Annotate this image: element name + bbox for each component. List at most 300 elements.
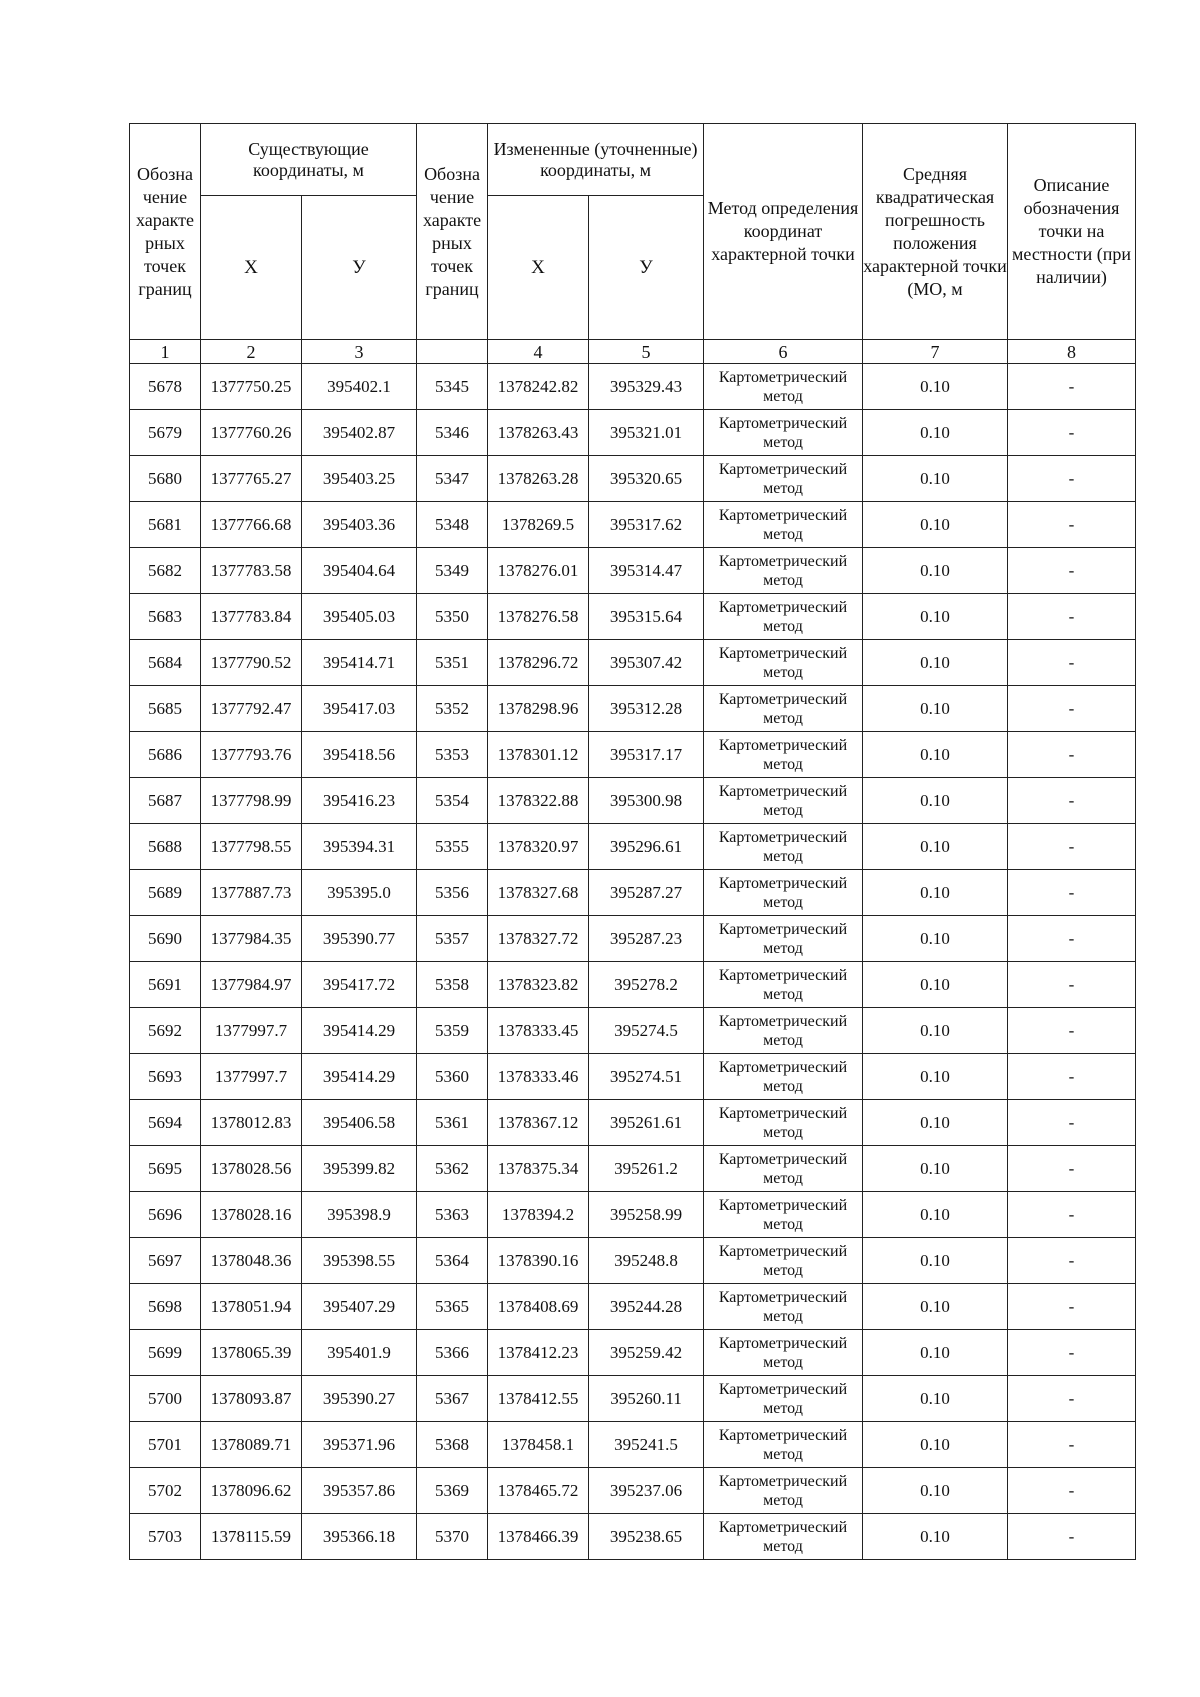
changed-point-id-cell: 5366 <box>417 1330 488 1376</box>
existing-y-cell: 395418.56 <box>302 732 417 778</box>
method-cell <box>704 1284 863 1330</box>
table-row <box>130 502 1136 548</box>
changed-point-id-cell: 5361 <box>417 1100 488 1146</box>
changed-y-cell: 395241.5 <box>589 1422 704 1468</box>
accuracy-cell: 0.10 <box>863 686 1008 732</box>
method-line-2: метод <box>763 571 803 589</box>
method-line-1: Картометрический <box>718 506 848 524</box>
existing-x-cell: 1377887.73 <box>201 870 302 916</box>
method-line-1: Картометрический <box>718 1472 848 1490</box>
changed-point-id-cell: 5370 <box>417 1514 488 1560</box>
method-line-2: метод <box>763 1537 803 1555</box>
method-line-1: Картометрический <box>718 1012 848 1030</box>
method-line-1: Картометрический <box>718 1058 848 1076</box>
changed-y-cell: 395261.61 <box>589 1100 704 1146</box>
column-number: 6 <box>704 340 863 364</box>
description-cell: - <box>1008 1284 1136 1330</box>
changed-point-id-cell: 5349 <box>417 548 488 594</box>
method-line-2: метод <box>763 1169 803 1187</box>
changed-x-cell: 1378412.23 <box>488 1330 589 1376</box>
existing-x-cell: 1377750.25 <box>201 364 302 410</box>
accuracy-cell: 0.10 <box>863 1330 1008 1376</box>
method-line-1: Картометрический <box>718 690 848 708</box>
method-line-1: Картометрический <box>718 1518 848 1536</box>
description-cell: - <box>1008 1054 1136 1100</box>
existing-y-cell: 395404.64 <box>302 548 417 594</box>
table-row <box>130 916 1136 962</box>
existing-y-cell: 395399.82 <box>302 1146 417 1192</box>
method-line-2: метод <box>763 663 803 681</box>
existing-x-cell: 1377766.68 <box>201 502 302 548</box>
method-line-2: метод <box>763 617 803 635</box>
changed-x-cell: 1378375.34 <box>488 1146 589 1192</box>
existing-x-cell: 1377783.84 <box>201 594 302 640</box>
accuracy-cell: 0.10 <box>863 1054 1008 1100</box>
method-line-2: метод <box>763 1399 803 1417</box>
method-line-2: метод <box>763 893 803 911</box>
accuracy-cell: 0.10 <box>863 1376 1008 1422</box>
accuracy-cell: 0.10 <box>863 1422 1008 1468</box>
description-cell: - <box>1008 548 1136 594</box>
description-cell: - <box>1008 1422 1136 1468</box>
method-line-2: метод <box>763 1491 803 1509</box>
changed-point-id-cell: 5359 <box>417 1008 488 1054</box>
description-cell: - <box>1008 594 1136 640</box>
method-line-2: метод <box>763 847 803 865</box>
existing-y-cell: 395357.86 <box>302 1468 417 1514</box>
changed-x-cell: 1378465.72 <box>488 1468 589 1514</box>
changed-x-cell: 1378466.39 <box>488 1514 589 1560</box>
existing-x-cell: 1377790.52 <box>201 640 302 686</box>
method-cell <box>704 594 863 640</box>
table-row <box>130 1376 1136 1422</box>
method-line-1: Картометрический <box>718 368 848 386</box>
description-cell: - <box>1008 1330 1136 1376</box>
method-line-1: Картометрический <box>718 552 848 570</box>
changed-y-cell: 395261.2 <box>589 1146 704 1192</box>
method-cell <box>704 1514 863 1560</box>
table-row <box>130 824 1136 870</box>
description-cell: - <box>1008 410 1136 456</box>
column-number: 5 <box>589 340 704 364</box>
changed-y-cell: 395259.42 <box>589 1330 704 1376</box>
changed-x-cell: 1378408.69 <box>488 1284 589 1330</box>
accuracy-cell: 0.10 <box>863 502 1008 548</box>
existing-x-cell: 1377798.55 <box>201 824 302 870</box>
existing-y-cell: 395403.25 <box>302 456 417 502</box>
accuracy-cell: 0.10 <box>863 1284 1008 1330</box>
column-number: 1 <box>130 340 201 364</box>
method-line-2: метод <box>763 1307 803 1325</box>
method-cell <box>704 870 863 916</box>
existing-point-id-cell: 5686 <box>130 732 201 778</box>
changed-y-cell: 395320.65 <box>589 456 704 502</box>
existing-x-cell: 1378093.87 <box>201 1376 302 1422</box>
changed-point-id-cell: 5351 <box>417 640 488 686</box>
method-line-1: Картометрический <box>718 920 848 938</box>
existing-point-id-cell: 5703 <box>130 1514 201 1560</box>
existing-y-cell: 395371.96 <box>302 1422 417 1468</box>
description-cell: - <box>1008 1192 1136 1238</box>
existing-point-id-cell: 5691 <box>130 962 201 1008</box>
table-row <box>130 1008 1136 1054</box>
table-row <box>130 594 1136 640</box>
coordinates-table <box>129 123 1136 1560</box>
accuracy-cell: 0.10 <box>863 410 1008 456</box>
method-cell <box>704 1238 863 1284</box>
method-line-2: метод <box>763 939 803 957</box>
existing-point-id-cell: 5692 <box>130 1008 201 1054</box>
description-cell: - <box>1008 962 1136 1008</box>
description-cell: - <box>1008 1238 1136 1284</box>
existing-x-cell: 1378096.62 <box>201 1468 302 1514</box>
accuracy-cell: 0.10 <box>863 1514 1008 1560</box>
method-cell <box>704 1100 863 1146</box>
table-row <box>130 1514 1136 1560</box>
method-line-2: метод <box>763 985 803 1003</box>
accuracy-cell: 0.10 <box>863 1008 1008 1054</box>
changed-point-id-cell: 5345 <box>417 364 488 410</box>
changed-y-cell: 395238.65 <box>589 1514 704 1560</box>
table-row <box>130 456 1136 502</box>
changed-point-id-cell: 5362 <box>417 1146 488 1192</box>
method-line-2: метод <box>763 433 803 451</box>
accuracy-cell: 0.10 <box>863 456 1008 502</box>
existing-point-id-cell: 5700 <box>130 1376 201 1422</box>
accuracy-cell: 0.10 <box>863 962 1008 1008</box>
changed-point-id-cell: 5352 <box>417 686 488 732</box>
accuracy-cell: 0.10 <box>863 548 1008 594</box>
description-cell: - <box>1008 1468 1136 1514</box>
method-line-1: Картометрический <box>718 782 848 800</box>
existing-x-cell: 1378028.16 <box>201 1192 302 1238</box>
existing-point-id-cell: 5687 <box>130 778 201 824</box>
table-row <box>130 1192 1136 1238</box>
description-cell: - <box>1008 778 1136 824</box>
changed-x-cell: 1378263.43 <box>488 410 589 456</box>
method-line-2: метод <box>763 755 803 773</box>
description-cell: - <box>1008 824 1136 870</box>
method-line-1: Картометрический <box>718 1104 848 1122</box>
existing-point-id-cell: 5678 <box>130 364 201 410</box>
existing-y-cell: 395406.58 <box>302 1100 417 1146</box>
accuracy-cell: 0.10 <box>863 870 1008 916</box>
existing-point-id-cell: 5688 <box>130 824 201 870</box>
description-cell: - <box>1008 916 1136 962</box>
method-cell <box>704 778 863 824</box>
method-line-1: Картометрический <box>718 414 848 432</box>
existing-point-id-cell: 5696 <box>130 1192 201 1238</box>
existing-y-cell: 395405.03 <box>302 594 417 640</box>
changed-y-cell: 395248.8 <box>589 1238 704 1284</box>
changed-y-cell: 395315.64 <box>589 594 704 640</box>
table-row <box>130 364 1136 410</box>
existing-x-cell: 1378065.39 <box>201 1330 302 1376</box>
changed-y-cell: 395307.42 <box>589 640 704 686</box>
accuracy-cell: 0.10 <box>863 594 1008 640</box>
accuracy-cell: 0.10 <box>863 916 1008 962</box>
changed-point-id-cell: 5368 <box>417 1422 488 1468</box>
method-cell <box>704 1054 863 1100</box>
method-cell <box>704 456 863 502</box>
existing-y-cell: 395416.23 <box>302 778 417 824</box>
changed-x-cell: 1378296.72 <box>488 640 589 686</box>
existing-point-id-cell: 5685 <box>130 686 201 732</box>
method-cell <box>704 502 863 548</box>
existing-point-id-cell: 5690 <box>130 916 201 962</box>
table-row <box>130 870 1136 916</box>
changed-x-cell: 1378263.28 <box>488 456 589 502</box>
changed-y-cell: 395287.23 <box>589 916 704 962</box>
existing-x-cell: 1377997.7 <box>201 1008 302 1054</box>
changed-x-cell: 1378327.72 <box>488 916 589 962</box>
existing-x-cell: 1378115.59 <box>201 1514 302 1560</box>
column-number <box>417 340 488 364</box>
existing-point-id-cell: 5679 <box>130 410 201 456</box>
method-cell <box>704 916 863 962</box>
method-line-2: метод <box>763 1445 803 1463</box>
changed-x-cell: 1378322.88 <box>488 778 589 824</box>
accuracy-cell: 0.10 <box>863 824 1008 870</box>
changed-point-id-cell: 5360 <box>417 1054 488 1100</box>
existing-point-id-cell: 5697 <box>130 1238 201 1284</box>
method-line-2: метод <box>763 801 803 819</box>
method-line-1: Картометрический <box>718 1380 848 1398</box>
existing-x-cell: 1378089.71 <box>201 1422 302 1468</box>
header-description: Описание обозначения точки на местности (при наличии) <box>1008 124 1136 340</box>
table-row <box>130 1422 1136 1468</box>
existing-x-cell: 1377984.97 <box>201 962 302 1008</box>
description-cell: - <box>1008 1146 1136 1192</box>
method-line-1: Картометрический <box>718 828 848 846</box>
accuracy-cell: 0.10 <box>863 1468 1008 1514</box>
method-line-1: Картометрический <box>718 460 848 478</box>
method-line-2: метод <box>763 1123 803 1141</box>
changed-x-cell: 1378333.45 <box>488 1008 589 1054</box>
table-row <box>130 1468 1136 1514</box>
method-cell <box>704 1468 863 1514</box>
existing-y-cell: 395414.29 <box>302 1008 417 1054</box>
header-changed-coordinates: Измененные (уточненные) координаты, м <box>488 124 704 196</box>
existing-point-id-cell: 5680 <box>130 456 201 502</box>
method-cell <box>704 1330 863 1376</box>
table-body <box>130 364 1136 1560</box>
changed-point-id-cell: 5353 <box>417 732 488 778</box>
changed-point-id-cell: 5346 <box>417 410 488 456</box>
method-line-1: Картометрический <box>718 1426 848 1444</box>
accuracy-cell: 0.10 <box>863 364 1008 410</box>
existing-x-cell: 1377760.26 <box>201 410 302 456</box>
changed-point-id-cell: 5354 <box>417 778 488 824</box>
table-row <box>130 778 1136 824</box>
existing-y-cell: 395401.9 <box>302 1330 417 1376</box>
description-cell: - <box>1008 364 1136 410</box>
existing-y-cell: 395407.29 <box>302 1284 417 1330</box>
existing-point-id-cell: 5699 <box>130 1330 201 1376</box>
header-method: Метод определения координат характерной точки <box>704 124 863 340</box>
method-line-1: Картометрический <box>718 736 848 754</box>
existing-x-cell: 1378051.94 <box>201 1284 302 1330</box>
table-row <box>130 548 1136 594</box>
changed-point-id-cell: 5364 <box>417 1238 488 1284</box>
changed-point-id-cell: 5355 <box>417 824 488 870</box>
existing-point-id-cell: 5695 <box>130 1146 201 1192</box>
method-cell <box>704 1146 863 1192</box>
column-number: 3 <box>302 340 417 364</box>
existing-y-cell: 395402.87 <box>302 410 417 456</box>
changed-point-id-cell: 5369 <box>417 1468 488 1514</box>
method-line-1: Картометрический <box>718 1334 848 1352</box>
existing-y-cell: 395414.29 <box>302 1054 417 1100</box>
table-row <box>130 640 1136 686</box>
changed-x-cell: 1378394.2 <box>488 1192 589 1238</box>
existing-point-id-cell: 5698 <box>130 1284 201 1330</box>
existing-x-cell: 1377765.27 <box>201 456 302 502</box>
changed-y-cell: 395329.43 <box>589 364 704 410</box>
changed-point-id-cell: 5358 <box>417 962 488 1008</box>
method-line-1: Картометрический <box>718 644 848 662</box>
changed-y-cell: 395314.47 <box>589 548 704 594</box>
header-point-designation-existing: Обозна чение характе рных точек границ <box>130 124 201 340</box>
changed-y-cell: 395274.5 <box>589 1008 704 1054</box>
accuracy-cell: 0.10 <box>863 732 1008 778</box>
changed-y-cell: 395312.28 <box>589 686 704 732</box>
existing-y-cell: 395403.36 <box>302 502 417 548</box>
method-line-1: Картометрический <box>718 966 848 984</box>
method-cell <box>704 1376 863 1422</box>
column-number-row <box>130 340 1136 364</box>
changed-y-cell: 395258.99 <box>589 1192 704 1238</box>
method-cell <box>704 1192 863 1238</box>
existing-y-cell: 395414.71 <box>302 640 417 686</box>
changed-x-cell: 1378458.1 <box>488 1422 589 1468</box>
changed-x-cell: 1378301.12 <box>488 732 589 778</box>
method-cell <box>704 1422 863 1468</box>
changed-point-id-cell: 5348 <box>417 502 488 548</box>
column-number: 8 <box>1008 340 1136 364</box>
changed-point-id-cell: 5365 <box>417 1284 488 1330</box>
changed-x-cell: 1378320.97 <box>488 824 589 870</box>
existing-x-cell: 1377793.76 <box>201 732 302 778</box>
existing-y-cell: 395366.18 <box>302 1514 417 1560</box>
existing-point-id-cell: 5683 <box>130 594 201 640</box>
table-row <box>130 1238 1136 1284</box>
existing-x-cell: 1377997.7 <box>201 1054 302 1100</box>
method-line-2: метод <box>763 387 803 405</box>
method-line-1: Картометрический <box>718 1196 848 1214</box>
description-cell: - <box>1008 1100 1136 1146</box>
existing-y-cell: 395390.27 <box>302 1376 417 1422</box>
method-cell <box>704 962 863 1008</box>
changed-x-cell: 1378298.96 <box>488 686 589 732</box>
changed-y-cell: 395300.98 <box>589 778 704 824</box>
method-line-2: метод <box>763 1031 803 1049</box>
method-line-2: метод <box>763 479 803 497</box>
table-row <box>130 1054 1136 1100</box>
existing-x-cell: 1378048.36 <box>201 1238 302 1284</box>
accuracy-cell: 0.10 <box>863 1146 1008 1192</box>
column-number: 2 <box>201 340 302 364</box>
table-row <box>130 1146 1136 1192</box>
method-line-2: метод <box>763 1261 803 1279</box>
changed-x-cell: 1378390.16 <box>488 1238 589 1284</box>
method-line-2: метод <box>763 1353 803 1371</box>
description-cell: - <box>1008 686 1136 732</box>
existing-x-cell: 1377984.35 <box>201 916 302 962</box>
changed-x-cell: 1378276.01 <box>488 548 589 594</box>
existing-point-id-cell: 5689 <box>130 870 201 916</box>
changed-point-id-cell: 5350 <box>417 594 488 640</box>
accuracy-cell: 0.10 <box>863 1192 1008 1238</box>
table-row <box>130 410 1136 456</box>
changed-y-cell: 395317.62 <box>589 502 704 548</box>
table-row <box>130 1284 1136 1330</box>
description-cell: - <box>1008 1008 1136 1054</box>
changed-point-id-cell: 5363 <box>417 1192 488 1238</box>
method-line-1: Картометрический <box>718 874 848 892</box>
method-cell <box>704 732 863 778</box>
header-changed-y: У <box>589 196 704 340</box>
accuracy-cell: 0.10 <box>863 778 1008 824</box>
existing-y-cell: 395417.03 <box>302 686 417 732</box>
description-cell: - <box>1008 640 1136 686</box>
changed-x-cell: 1378333.46 <box>488 1054 589 1100</box>
method-line-1: Картометрический <box>718 1150 848 1168</box>
header-accuracy: Средняя квадратическая погрешность положения характерной точки (МО, м <box>863 124 1008 340</box>
method-cell <box>704 1008 863 1054</box>
changed-y-cell: 395244.28 <box>589 1284 704 1330</box>
table-row <box>130 1100 1136 1146</box>
existing-y-cell: 395390.77 <box>302 916 417 962</box>
header-existing-coordinates: Существующие координаты, м <box>201 124 417 196</box>
changed-y-cell: 395274.51 <box>589 1054 704 1100</box>
method-line-1: Картометрический <box>718 1288 848 1306</box>
existing-x-cell: 1377792.47 <box>201 686 302 732</box>
method-line-1: Картометрический <box>718 598 848 616</box>
changed-x-cell: 1378276.58 <box>488 594 589 640</box>
changed-y-cell: 395260.11 <box>589 1376 704 1422</box>
existing-point-id-cell: 5684 <box>130 640 201 686</box>
existing-point-id-cell: 5694 <box>130 1100 201 1146</box>
method-cell <box>704 548 863 594</box>
existing-y-cell: 395402.1 <box>302 364 417 410</box>
existing-y-cell: 395398.55 <box>302 1238 417 1284</box>
existing-y-cell: 395395.0 <box>302 870 417 916</box>
description-cell: - <box>1008 732 1136 778</box>
changed-point-id-cell: 5347 <box>417 456 488 502</box>
table-row <box>130 686 1136 732</box>
table-row <box>130 962 1136 1008</box>
existing-point-id-cell: 5693 <box>130 1054 201 1100</box>
column-number: 4 <box>488 340 589 364</box>
changed-y-cell: 395287.27 <box>589 870 704 916</box>
table-row <box>130 1330 1136 1376</box>
changed-y-cell: 395296.61 <box>589 824 704 870</box>
changed-x-cell: 1378269.5 <box>488 502 589 548</box>
method-line-2: метод <box>763 709 803 727</box>
changed-y-cell: 395237.06 <box>589 1468 704 1514</box>
changed-x-cell: 1378367.12 <box>488 1100 589 1146</box>
existing-x-cell: 1378012.83 <box>201 1100 302 1146</box>
changed-point-id-cell: 5356 <box>417 870 488 916</box>
existing-x-cell: 1377798.99 <box>201 778 302 824</box>
header-existing-x: Х <box>201 196 302 340</box>
header-point-designation-changed: Обозна чение характе рных точек границ <box>417 124 488 340</box>
column-number: 7 <box>863 340 1008 364</box>
existing-point-id-cell: 5701 <box>130 1422 201 1468</box>
description-cell: - <box>1008 1514 1136 1560</box>
existing-x-cell: 1378028.56 <box>201 1146 302 1192</box>
